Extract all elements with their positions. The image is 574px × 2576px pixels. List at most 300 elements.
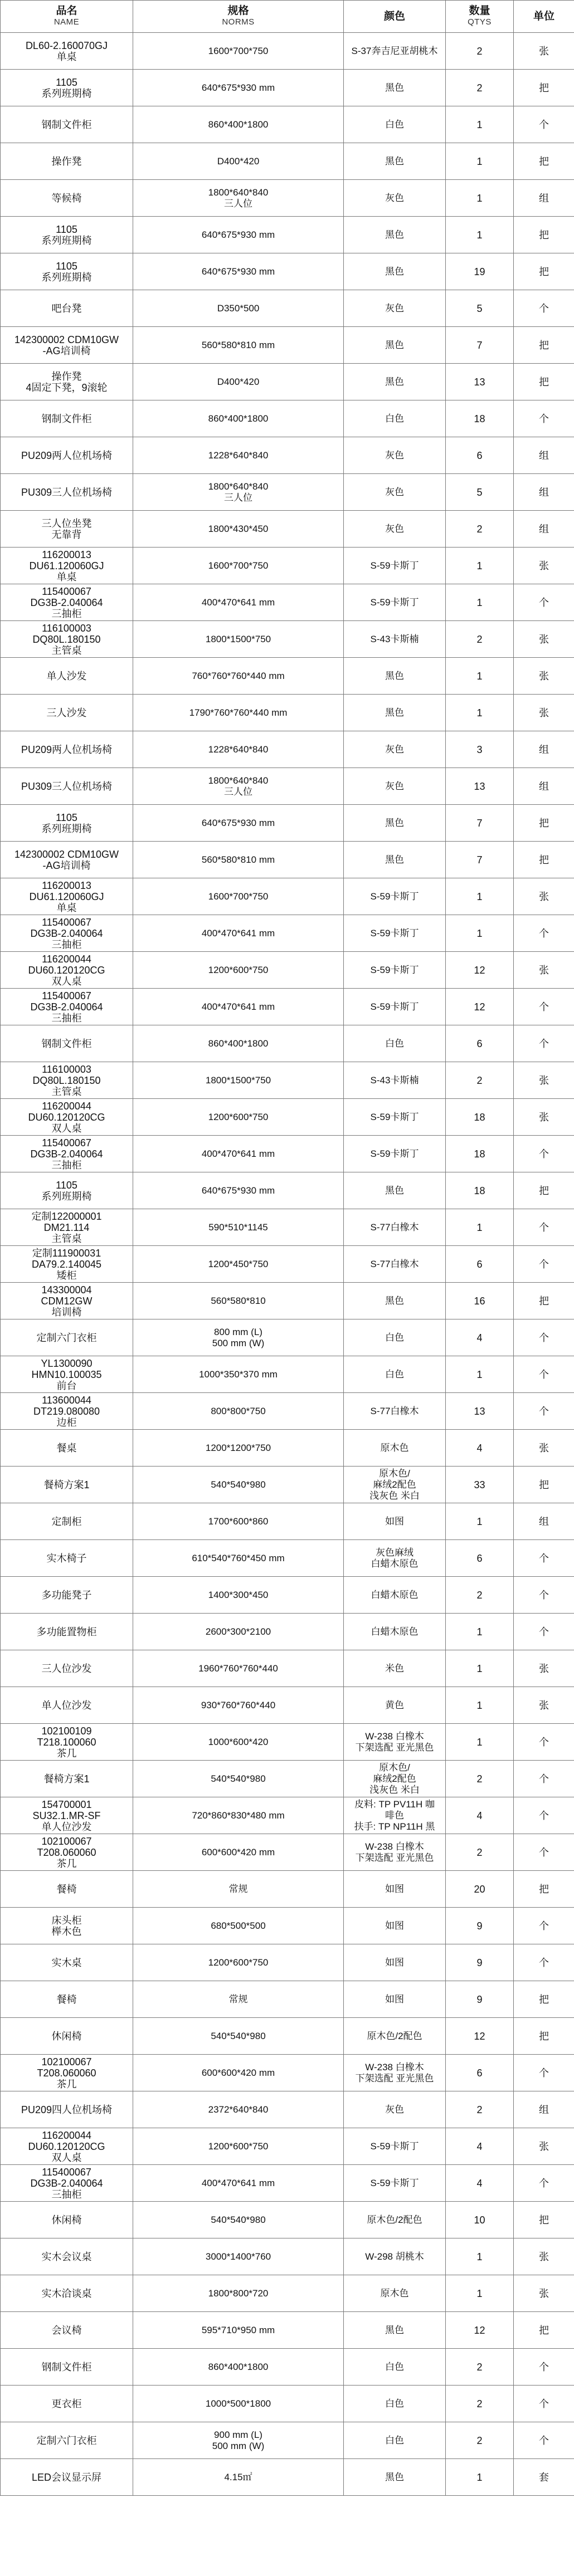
item-norms: 1700*600*860	[208, 1516, 269, 1527]
item-norms-cell	[133, 548, 344, 584]
item-color-cell	[344, 878, 446, 915]
item-color-cell	[344, 1540, 446, 1577]
item-norms: 720*860*830*480 mm	[192, 1810, 285, 1821]
item-qty: 16	[474, 1295, 485, 1307]
table-body	[1, 33, 574, 2496]
item-color: 白蜡木原色	[371, 1626, 419, 1637]
item-unit: 张	[539, 891, 549, 902]
table-row	[1, 290, 574, 327]
table-row	[1, 2091, 574, 2128]
item-unit-cell	[514, 1724, 574, 1761]
item-qty-cell	[446, 1908, 514, 1944]
item-name-cell	[1, 1540, 133, 1577]
table-row	[1, 437, 574, 474]
item-unit: 组	[539, 449, 549, 461]
item-norms: 680*500*500	[211, 1920, 266, 1931]
table-row	[1, 1062, 574, 1099]
item-unit: 张	[539, 670, 549, 682]
item-qty: 3	[476, 744, 483, 755]
item-norms: 1800*800*720	[208, 2287, 269, 2299]
item-color-cell	[344, 1687, 446, 1724]
item-norms: 1228*640*840	[208, 744, 269, 755]
item-color-cell	[344, 400, 446, 437]
item-qty: 2	[476, 2398, 483, 2409]
item-color-cell	[344, 1724, 446, 1761]
item-unit-cell	[514, 768, 574, 805]
item-norms: 560*580*810 mm	[201, 339, 275, 350]
item-qty: 1	[476, 597, 483, 608]
item-norms-cell	[133, 2312, 344, 2349]
item-qty-cell	[446, 400, 514, 437]
item-color: S-59卡斯丁	[370, 1111, 419, 1122]
item-unit: 张	[539, 560, 549, 571]
item-norms: 1200*600*750	[208, 1957, 269, 1968]
item-name: 143300004 CDM12GW 培训椅	[41, 1284, 93, 1318]
item-norms: 1000*350*370 mm	[199, 1368, 278, 1380]
item-unit: 个	[539, 1846, 549, 1858]
table-row	[1, 143, 574, 180]
item-color: 黑色	[385, 376, 404, 387]
item-unit: 组	[539, 523, 549, 535]
item-qty-cell	[446, 1209, 514, 1246]
item-qty: 1	[476, 927, 483, 939]
header-color-cn: 颜色	[383, 10, 405, 22]
item-qty: 6	[476, 1258, 483, 1270]
item-name-cell	[1, 2128, 133, 2165]
item-name: 116200013 DU61.120060GJ 单桌	[29, 549, 104, 583]
item-unit-cell	[514, 1172, 574, 1209]
item-qty-cell	[446, 1724, 514, 1761]
item-norms: 540*540*980	[211, 1773, 266, 1784]
item-unit: 个	[539, 1368, 549, 1380]
item-qty: 4	[476, 2140, 483, 2152]
item-qty-cell	[446, 1577, 514, 1614]
item-name: 116200044 DU60.120120CG 双人桌	[28, 1100, 105, 1134]
item-color-cell	[344, 1650, 446, 1687]
item-unit: 把	[539, 2214, 549, 2226]
item-color: 如图	[385, 1993, 404, 2005]
item-name-cell	[1, 1944, 133, 1981]
table-row	[1, 364, 574, 400]
table-row	[1, 253, 574, 290]
item-unit-cell	[514, 1356, 574, 1393]
item-name: 实木洽谈桌	[41, 2287, 92, 2299]
item-qty-cell	[446, 658, 514, 695]
header-name-en: NAME	[53, 17, 80, 27]
item-unit-cell	[514, 1687, 574, 1724]
table-row	[1, 1503, 574, 1540]
table-row	[1, 658, 574, 695]
item-unit: 张	[539, 2287, 549, 2299]
item-unit: 个	[539, 1773, 549, 1785]
item-name: 餐椅方案1	[43, 1479, 90, 1490]
item-color-cell	[344, 1871, 446, 1908]
item-unit: 个	[539, 1736, 549, 1748]
table-row	[1, 1209, 574, 1246]
item-color-cell	[344, 1209, 446, 1246]
item-color: S-59卡斯丁	[370, 1001, 419, 1012]
item-color: 黑色	[385, 1295, 404, 1306]
table-row	[1, 1172, 574, 1209]
item-unit: 个	[539, 2398, 549, 2409]
table-row	[1, 2275, 574, 2312]
item-color-cell	[344, 621, 446, 658]
item-color-cell	[344, 1099, 446, 1136]
item-qty: 1	[476, 2471, 483, 2483]
item-unit: 把	[539, 82, 549, 94]
item-name: 1105 系列班期椅	[41, 223, 92, 246]
item-qty: 9	[476, 1920, 483, 1932]
item-unit-cell	[514, 2312, 574, 2349]
item-norms: D350*500	[217, 302, 260, 314]
header-norms	[133, 1, 344, 33]
item-name: 定制六门衣柜	[36, 1332, 97, 1343]
item-name-cell	[1, 1319, 133, 1356]
item-color-cell	[344, 1430, 446, 1467]
item-qty: 1	[476, 891, 483, 902]
item-name-cell	[1, 290, 133, 327]
item-qty-cell	[446, 217, 514, 253]
item-unit: 个	[539, 1332, 549, 1343]
item-norms: 540*540*980	[211, 2214, 266, 2225]
item-color: W-238 白橡木 下架选配 亚光黑色	[355, 2061, 434, 2084]
item-unit-cell	[514, 290, 574, 327]
item-qty: 10	[474, 2214, 485, 2226]
item-qty-cell	[446, 1834, 514, 1871]
item-qty-cell	[446, 1614, 514, 1650]
item-unit: 把	[539, 817, 549, 829]
item-color-cell	[344, 2165, 446, 2202]
item-norms-cell	[133, 327, 344, 364]
item-color: S-43卡斯楠	[370, 633, 419, 644]
item-color-cell	[344, 364, 446, 400]
table-row	[1, 1577, 574, 1614]
item-unit: 组	[539, 2104, 549, 2115]
item-color: 黑色	[385, 229, 404, 240]
item-name: 102100067 T208.060060 茶几	[37, 1835, 96, 1869]
item-color: 白色	[385, 413, 404, 424]
item-unit: 组	[539, 486, 549, 498]
item-color: 原木色/ 麻绒2配色 浅灰色 米白	[369, 1762, 420, 1795]
item-norms-cell	[133, 143, 344, 180]
item-unit-cell	[514, 1908, 574, 1944]
item-qty: 4	[476, 1810, 483, 1821]
item-norms-cell	[133, 2018, 344, 2055]
item-color-cell	[344, 1283, 446, 1319]
item-norms-cell	[133, 989, 344, 1025]
item-name: 钢制文件柜	[41, 1038, 92, 1049]
item-unit: 个	[539, 2177, 549, 2189]
item-qty-cell	[446, 1172, 514, 1209]
item-qty-cell	[446, 253, 514, 290]
item-name-cell	[1, 1908, 133, 1944]
item-color-cell	[344, 1981, 446, 2018]
table-row	[1, 217, 574, 253]
item-unit: 把	[539, 155, 549, 167]
item-color-cell	[344, 2459, 446, 2496]
item-unit: 套	[539, 2471, 549, 2483]
item-color: 黑色	[385, 82, 404, 93]
item-norms: 1600*700*750	[208, 560, 269, 571]
item-qty: 1	[476, 229, 483, 241]
item-qty: 1	[476, 670, 483, 682]
table-row	[1, 1319, 574, 1356]
item-unit: 把	[539, 1993, 549, 2005]
item-qty: 2	[476, 523, 483, 535]
item-norms: 1000*600*420	[208, 1736, 269, 1747]
header-norms-en: NORMS	[222, 17, 255, 27]
item-name-cell	[1, 217, 133, 253]
item-unit-cell	[514, 1393, 574, 1430]
item-qty-cell	[446, 1761, 514, 1797]
item-name-cell	[1, 1650, 133, 1687]
item-unit-cell	[514, 1209, 574, 1246]
item-qty-cell	[446, 842, 514, 878]
item-unit: 个	[539, 1589, 549, 1601]
header-norms-cn: 规格	[227, 4, 249, 17]
item-qty: 7	[476, 339, 483, 351]
item-name-cell	[1, 1467, 133, 1503]
item-norms-cell	[133, 474, 344, 511]
item-qty: 1	[476, 1516, 483, 1527]
item-color-cell	[344, 1908, 446, 1944]
item-qty-cell	[446, 2422, 514, 2459]
item-norms: 400*470*641 mm	[201, 597, 275, 608]
item-norms-cell	[133, 2459, 344, 2496]
item-name-cell	[1, 70, 133, 106]
item-color: W-298 胡桃木	[365, 2251, 424, 2262]
table-row	[1, 695, 574, 731]
item-color-cell	[344, 2312, 446, 2349]
item-qty: 6	[476, 449, 483, 461]
item-name: PU309三人位机场椅	[21, 486, 113, 498]
item-name-cell	[1, 621, 133, 658]
table-row	[1, 842, 574, 878]
item-name: 餐椅方案1	[43, 1773, 90, 1785]
item-norms-cell	[133, 1283, 344, 1319]
item-color: S-59卡斯丁	[370, 891, 419, 902]
item-color: S-77白橡木	[370, 1405, 419, 1416]
item-color-cell	[344, 143, 446, 180]
item-name-cell	[1, 2055, 133, 2091]
item-qty: 9	[476, 1957, 483, 1968]
item-color-cell	[344, 1467, 446, 1503]
item-qty: 1	[476, 2251, 483, 2262]
item-color-cell	[344, 290, 446, 327]
item-norms: 400*470*641 mm	[201, 2177, 275, 2188]
table-row	[1, 70, 574, 106]
item-qty-cell	[446, 1687, 514, 1724]
item-qty-cell	[446, 2165, 514, 2202]
item-color-cell	[344, 2202, 446, 2238]
item-color-cell	[344, 1393, 446, 1430]
item-qty-cell	[446, 2238, 514, 2275]
item-unit-cell	[514, 695, 574, 731]
item-qty: 19	[474, 266, 485, 277]
item-qty: 7	[476, 854, 483, 866]
item-name: 116200013 DU61.120060GJ 单桌	[29, 879, 104, 913]
item-color: S-59卡斯丁	[370, 964, 419, 975]
item-norms: 400*470*641 mm	[201, 927, 275, 938]
item-norms: 400*470*641 mm	[201, 1148, 275, 1159]
item-unit-cell	[514, 1246, 574, 1283]
table-row	[1, 1136, 574, 1172]
item-color-cell	[344, 695, 446, 731]
item-color: S-37奔吉尼亚胡桃木	[351, 45, 438, 56]
item-qty: 18	[474, 1148, 485, 1160]
header-unit	[514, 1, 574, 33]
item-color-cell	[344, 2018, 446, 2055]
header-unit-cn: 单位	[533, 10, 554, 22]
item-norms-cell	[133, 1356, 344, 1393]
item-color-cell	[344, 33, 446, 70]
item-norms-cell	[133, 1614, 344, 1650]
item-color: 皮料: TP PV11H 咖 啡色 扶手: TP NP11H 黑	[354, 1798, 435, 1832]
item-qty-cell	[446, 1944, 514, 1981]
item-name: 定制柜	[51, 1516, 82, 1527]
item-color-cell	[344, 842, 446, 878]
item-qty-cell	[446, 915, 514, 952]
item-norms: 800 mm (L) 500 mm (W)	[212, 1326, 265, 1348]
item-color: 白蜡木原色	[371, 1589, 419, 1600]
item-color: 黑色	[385, 854, 404, 865]
table-row	[1, 2165, 574, 2202]
item-unit-cell	[514, 1467, 574, 1503]
item-color-cell	[344, 989, 446, 1025]
item-name-cell	[1, 842, 133, 878]
item-norms: 1960*760*760*440	[198, 1663, 278, 1674]
item-norms-cell	[133, 2128, 344, 2165]
item-name-cell	[1, 2165, 133, 2202]
item-name: 实木会议桌	[41, 2251, 92, 2262]
item-name: DL60-2.160070GJ 单桌	[25, 40, 108, 62]
item-color: 原木色	[380, 2287, 409, 2299]
item-unit-cell	[514, 731, 574, 768]
item-unit: 个	[539, 119, 549, 130]
item-color-cell	[344, 1577, 446, 1614]
item-norms: 640*675*930 mm	[201, 229, 275, 240]
item-unit: 张	[539, 1074, 549, 1086]
item-unit-cell	[514, 2238, 574, 2275]
item-unit: 把	[539, 1883, 549, 1895]
item-norms: 595*710*950 mm	[201, 2324, 275, 2335]
item-color: S-59卡斯丁	[370, 927, 419, 938]
item-unit: 组	[539, 780, 549, 792]
table-row	[1, 1871, 574, 1908]
item-norms: 1200*600*750	[208, 964, 269, 975]
item-color: S-43卡斯楠	[370, 1074, 419, 1086]
item-color: 黑色	[385, 707, 404, 718]
item-norms-cell	[133, 290, 344, 327]
item-qty: 18	[474, 1111, 485, 1123]
item-color-cell	[344, 474, 446, 511]
item-name-cell	[1, 731, 133, 768]
item-qty: 2	[476, 82, 483, 94]
item-norms-cell	[133, 2422, 344, 2459]
item-name-cell	[1, 1099, 133, 1136]
item-name-cell	[1, 2349, 133, 2386]
table-row	[1, 1761, 574, 1797]
item-unit-cell	[514, 1650, 574, 1687]
item-name-cell	[1, 1503, 133, 1540]
item-name-cell	[1, 1393, 133, 1430]
table-row	[1, 2055, 574, 2091]
item-name-cell	[1, 143, 133, 180]
item-color-cell	[344, 70, 446, 106]
item-color-cell	[344, 2091, 446, 2128]
item-name-cell	[1, 1981, 133, 2018]
item-norms-cell	[133, 915, 344, 952]
item-norms: 常规	[228, 1993, 248, 2005]
item-norms-cell	[133, 1062, 344, 1099]
item-unit: 个	[539, 1001, 549, 1013]
item-norms: 860*400*1800	[208, 2361, 269, 2372]
item-unit-cell	[514, 106, 574, 143]
item-unit-cell	[514, 1283, 574, 1319]
item-color-cell	[344, 180, 446, 217]
item-norms-cell	[133, 1099, 344, 1136]
item-qty: 2	[476, 2435, 483, 2446]
item-unit-cell	[514, 217, 574, 253]
item-color: 白色	[385, 1368, 404, 1380]
table-row	[1, 1246, 574, 1283]
item-name: 三人沙发	[46, 707, 87, 718]
item-name: 会议椅	[51, 2324, 82, 2336]
item-color-cell	[344, 1614, 446, 1650]
item-norms: 540*540*980	[211, 1479, 266, 1490]
item-unit-cell	[514, 1503, 574, 1540]
item-norms: 1800*1500*750	[205, 1074, 271, 1086]
item-color: 灰色	[385, 523, 404, 534]
table-row	[1, 2018, 574, 2055]
item-color-cell	[344, 805, 446, 842]
item-color-cell	[344, 106, 446, 143]
item-norms-cell	[133, 731, 344, 768]
item-name-cell	[1, 915, 133, 952]
item-norms: 2600*300*2100	[205, 1626, 271, 1637]
table-row	[1, 1724, 574, 1761]
item-unit-cell	[514, 548, 574, 584]
item-norms-cell	[133, 1908, 344, 1944]
item-color-cell	[344, 327, 446, 364]
item-color: 黑色	[385, 339, 404, 350]
item-qty-cell	[446, 1650, 514, 1687]
item-norms-cell	[133, 33, 344, 70]
item-qty: 12	[474, 1001, 485, 1013]
item-unit: 把	[539, 2030, 549, 2042]
item-name: 115400067 DG3B-2.040064 三抽柜	[30, 2166, 103, 2200]
item-norms: 常规	[228, 1883, 248, 1894]
item-qty: 33	[474, 1479, 485, 1490]
item-unit: 个	[539, 1405, 549, 1417]
item-unit: 张	[539, 1442, 549, 1454]
item-name: 操作凳 4固定下凳，9滚轮	[26, 370, 108, 393]
item-norms-cell	[133, 2238, 344, 2275]
item-qty-cell	[446, 1246, 514, 1283]
item-norms-cell	[133, 1430, 344, 1467]
item-unit-cell	[514, 1614, 574, 1650]
item-name-cell	[1, 474, 133, 511]
item-qty: 12	[474, 2324, 485, 2336]
item-qty-cell	[446, 2128, 514, 2165]
table-row	[1, 1356, 574, 1393]
item-qty: 2	[476, 2104, 483, 2115]
item-name: 单人沙发	[46, 670, 87, 682]
item-color: 黑色	[385, 817, 404, 828]
item-norms: 1800*640*840 三人位	[208, 775, 269, 797]
item-color: 黄色	[385, 1699, 404, 1710]
item-qty-cell	[446, 2312, 514, 2349]
